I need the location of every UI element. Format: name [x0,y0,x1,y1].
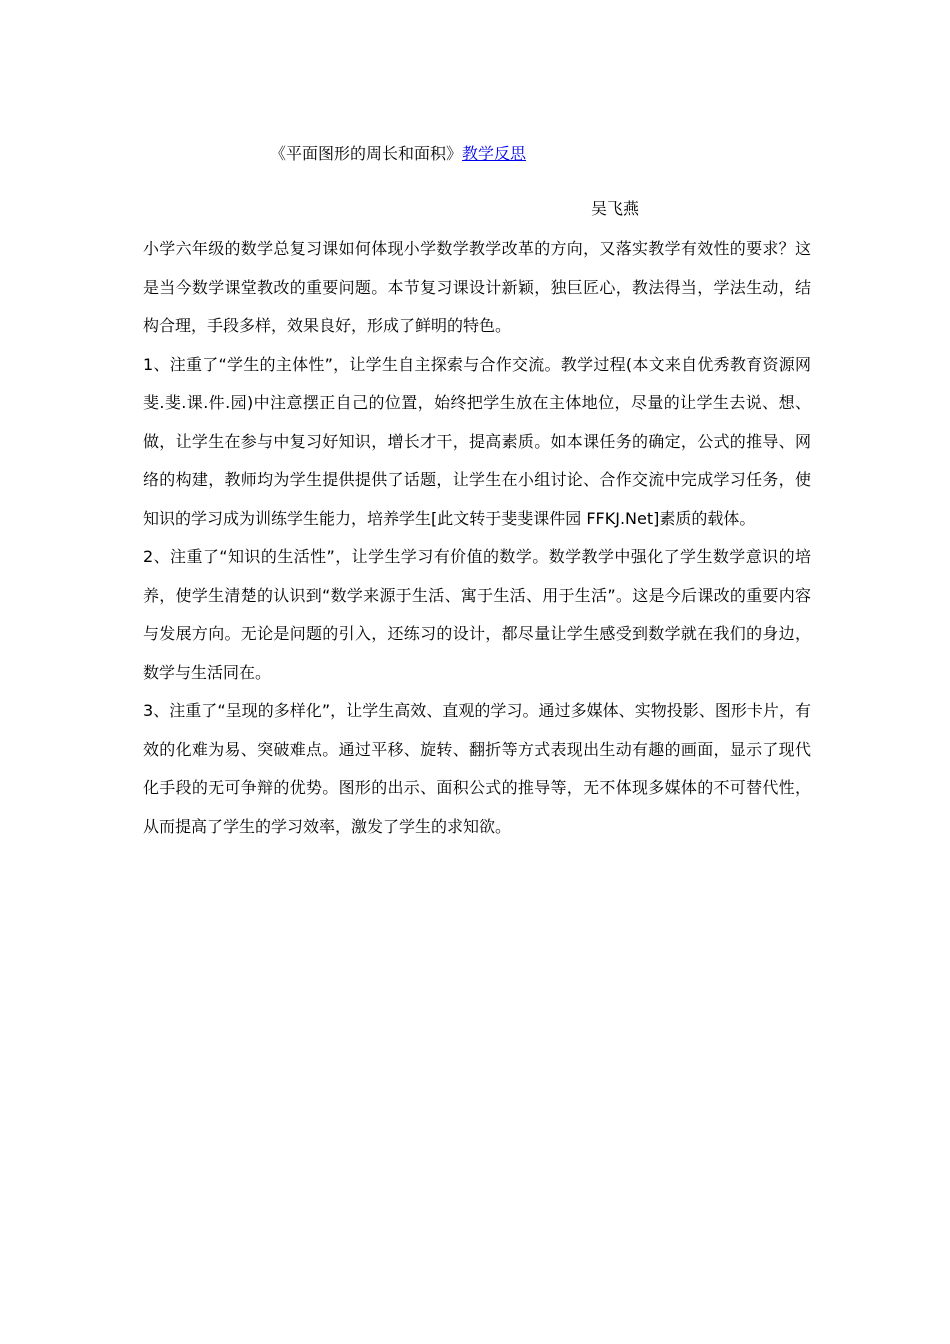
paragraph-intro: 小学六年级的数学总复习课如何体现小学数学教学改革的方向，又落实教学有效性的要求？这是当今数学课堂教改的重要问题。本节复习课设计新颖，独巨匠心，教法得当，学法生动，结构合理，手段多样，效果良好，形成了鲜明的特色。 [143,239,811,335]
paragraph-point-1: 1、注重了“学生的主体性”，让学生自主探索与合作交流。教学过程(本文来自优秀教育资源网斐.斐.课.件.园)中注意摆正自己的位置，始终把学生放在主体地位，尽量的让学生去说、想、做，让学生在参与中复习好知识，增长才干，提高素质。如本课任务的确定，公式的推导、网络的构建，教师均为学生提供提供了话题，让学生在小组讨论、合作交流中完成学习任务，使知识的学习成为训练学生能力，培养学生[此文转于斐斐课件园 FFKJ.Net]素质的载体。 [143,354,811,528]
title-prefix: 《平面图形的周长和面积》 [270,144,463,163]
document-body [143,230,811,846]
paragraph-point-2: 2、注重了“知识的生活性”，让学生学习有价值的数学。数学教学中强化了学生数学意识的培养，使学生清楚的认识到“数学来源于生活、寓于生活、用于生活”。这是今后课改的重要内容与发展方向。无论是问题的引入，还练习的设计，都尽量让学生感受到数学就在我们的身边，数学与生活同在。 [143,547,811,682]
paragraph-point-3: 3、注重了“呈现的多样化”，让学生高效、直观的学习。通过多媒体、实物投影、图形卡片，有效的化难为易、突破难点。通过平移、旋转、翻折等方式表现出生动有趣的画面，显示了现代化手段的无可争辩的优势。图形的出示、面积公式的推导等，无不体现多媒体的不可替代性，从而提高了学生的学习效率，激发了学生的求知欲。 [143,701,811,836]
title-link[interactable]: 教学反思 [462,144,527,163]
author-name: 吴飞燕 [591,199,640,218]
document-title [270,143,526,165]
